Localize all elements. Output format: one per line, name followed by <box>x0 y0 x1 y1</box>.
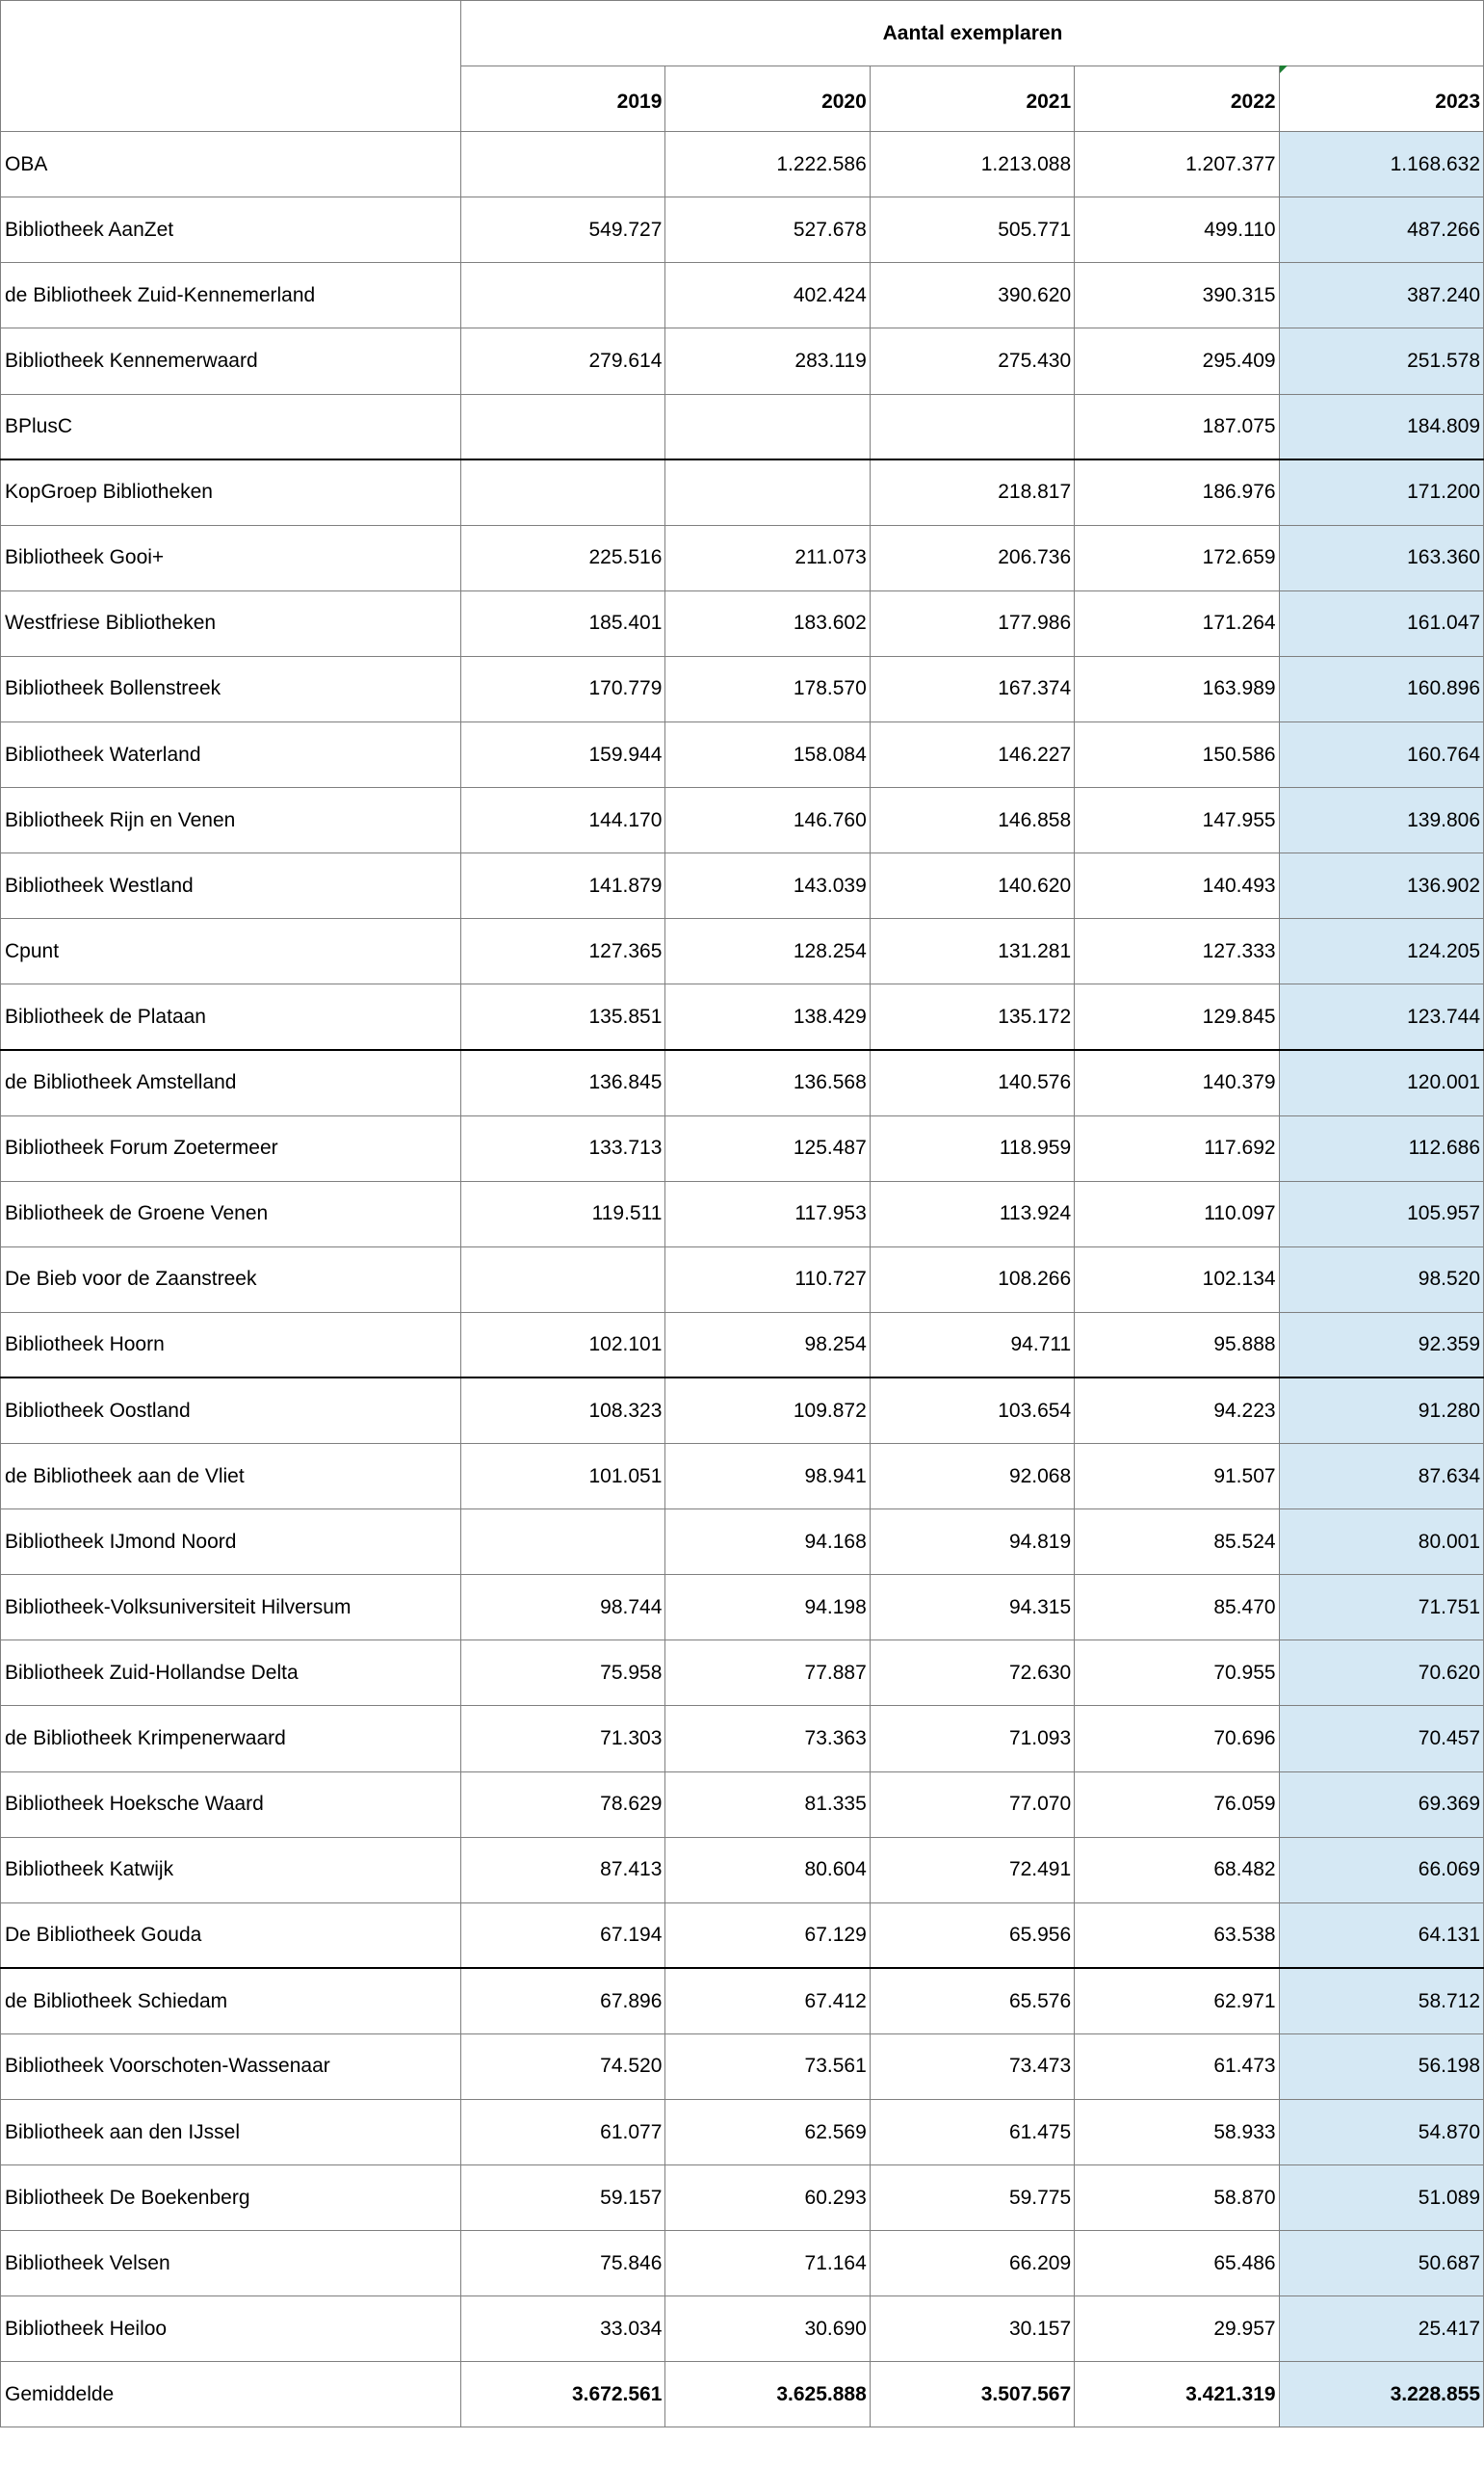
value-cell-2022: 58.933 <box>1075 2100 1279 2165</box>
value-cell-2023: 92.359 <box>1279 1312 1483 1377</box>
table-row <box>1 656 1484 721</box>
value-cell-2020: 402.424 <box>665 263 870 328</box>
library-name: Cpunt <box>1 919 461 984</box>
value-cell-2023: 184.809 <box>1279 394 1483 459</box>
value-cell-2021: 146.858 <box>870 788 1074 853</box>
value-cell-2021: 118.959 <box>870 1115 1074 1181</box>
value-cell-2020: 138.429 <box>665 984 870 1050</box>
year-header-2019: 2019 <box>461 66 665 132</box>
value-cell-2022: 95.888 <box>1075 1312 1279 1377</box>
value-cell-2020: 80.604 <box>665 1837 870 1902</box>
value-cell-2023: 160.764 <box>1279 722 1483 788</box>
value-cell-2020 <box>665 394 870 459</box>
value-cell-2023: 91.280 <box>1279 1377 1483 1443</box>
value-cell-2022: 117.692 <box>1075 1115 1279 1181</box>
table-row <box>1 525 1484 590</box>
value-cell-2023: 64.131 <box>1279 1902 1483 1968</box>
library-name: De Bieb voor de Zaanstreek <box>1 1246 461 1312</box>
value-cell-2022: 63.538 <box>1075 1902 1279 1968</box>
title-row <box>1 1 1484 66</box>
value-cell-2019: 185.401 <box>461 590 665 656</box>
total-value-2023: 3.228.855 <box>1279 2362 1483 2427</box>
value-cell-2020: 109.872 <box>665 1377 870 1443</box>
value-cell-2019: 75.958 <box>461 1640 665 1706</box>
table-row <box>1 1444 1484 1509</box>
table-row <box>1 1050 1484 1115</box>
value-cell-2023: 123.744 <box>1279 984 1483 1050</box>
value-cell-2023: 87.634 <box>1279 1444 1483 1509</box>
total-value-2022: 3.421.319 <box>1075 2362 1279 2427</box>
value-cell-2022: 140.493 <box>1075 853 1279 919</box>
value-cell-2022: 68.482 <box>1075 1837 1279 1902</box>
value-cell-2019: 67.896 <box>461 1968 665 2033</box>
value-cell-2023: 1.168.632 <box>1279 132 1483 197</box>
value-cell-2021: 167.374 <box>870 656 1074 721</box>
value-cell-2020: 527.678 <box>665 197 870 263</box>
library-name: KopGroep Bibliotheken <box>1 459 461 525</box>
value-cell-2020: 128.254 <box>665 919 870 984</box>
value-cell-2019 <box>461 263 665 328</box>
value-cell-2023: 487.266 <box>1279 197 1483 263</box>
value-cell-2019: 279.614 <box>461 328 665 394</box>
table-title: Aantal exemplaren <box>461 1 1484 66</box>
library-name: de Bibliotheek aan de Vliet <box>1 1444 461 1509</box>
table-row <box>1 2033 1484 2099</box>
library-name: Bibliotheek Bollenstreek <box>1 656 461 721</box>
library-name: Bibliotheek Velsen <box>1 2231 461 2296</box>
value-cell-2022: 65.486 <box>1075 2231 1279 2296</box>
value-cell-2021: 206.736 <box>870 525 1074 590</box>
table-row <box>1 1575 1484 1640</box>
library-name: Bibliotheek AanZet <box>1 197 461 263</box>
value-cell-2019: 71.303 <box>461 1706 665 1771</box>
library-name: Bibliotheek Waterland <box>1 722 461 788</box>
value-cell-2020: 146.760 <box>665 788 870 853</box>
library-name: Bibliotheek De Boekenberg <box>1 2165 461 2231</box>
cell-comment-marker <box>1280 66 1288 73</box>
table-row <box>1 1377 1484 1443</box>
value-cell-2023: 160.896 <box>1279 656 1483 721</box>
value-cell-2019: 133.713 <box>461 1115 665 1181</box>
value-cell-2022: 499.110 <box>1075 197 1279 263</box>
table-row <box>1 919 1484 984</box>
value-cell-2023: 58.712 <box>1279 1968 1483 2033</box>
value-cell-2022: 110.097 <box>1075 1181 1279 1246</box>
value-cell-2021: 94.315 <box>870 1575 1074 1640</box>
value-cell-2020: 94.168 <box>665 1509 870 1575</box>
value-cell-2019: 75.846 <box>461 2231 665 2296</box>
value-cell-2021: 65.576 <box>870 1968 1074 2033</box>
value-cell-2021: 108.266 <box>870 1246 1074 1312</box>
table-row <box>1 132 1484 197</box>
table-row <box>1 328 1484 394</box>
library-name: Bibliotheek Forum Zoetermeer <box>1 1115 461 1181</box>
value-cell-2019: 78.629 <box>461 1771 665 1837</box>
value-cell-2019: 108.323 <box>461 1377 665 1443</box>
library-name: Bibliotheek Rijn en Venen <box>1 788 461 853</box>
library-name: Bibliotheek de Groene Venen <box>1 1181 461 1246</box>
value-cell-2019: 87.413 <box>461 1837 665 1902</box>
table-row <box>1 1640 1484 1706</box>
value-cell-2020: 117.953 <box>665 1181 870 1246</box>
value-cell-2021: 131.281 <box>870 919 1074 984</box>
value-cell-2020: 283.119 <box>665 328 870 394</box>
value-cell-2023: 98.520 <box>1279 1246 1483 1312</box>
table-row <box>1 1509 1484 1575</box>
value-cell-2020: 178.570 <box>665 656 870 721</box>
value-cell-2023: 171.200 <box>1279 459 1483 525</box>
value-cell-2021: 275.430 <box>870 328 1074 394</box>
table-row <box>1 1115 1484 1181</box>
library-name: Bibliotheek IJmond Noord <box>1 1509 461 1575</box>
value-cell-2021: 66.209 <box>870 2231 1074 2296</box>
library-name: Bibliotheek Zuid-Hollandse Delta <box>1 1640 461 1706</box>
library-name: Bibliotheek Katwijk <box>1 1837 461 1902</box>
value-cell-2022: 147.955 <box>1075 788 1279 853</box>
value-cell-2021: 103.654 <box>870 1377 1074 1443</box>
value-cell-2021: 65.956 <box>870 1902 1074 1968</box>
value-cell-2022: 70.955 <box>1075 1640 1279 1706</box>
value-cell-2019: 170.779 <box>461 656 665 721</box>
value-cell-2023: 69.369 <box>1279 1771 1483 1837</box>
total-row <box>1 2362 1484 2427</box>
value-cell-2022: 29.957 <box>1075 2296 1279 2362</box>
table-row <box>1 590 1484 656</box>
value-cell-2021: 113.924 <box>870 1181 1074 1246</box>
library-name: BPlusC <box>1 394 461 459</box>
value-cell-2022: 76.059 <box>1075 1771 1279 1837</box>
value-cell-2022: 129.845 <box>1075 984 1279 1050</box>
library-name: de Bibliotheek Zuid-Kennemerland <box>1 263 461 328</box>
value-cell-2023: 80.001 <box>1279 1509 1483 1575</box>
value-cell-2023: 66.069 <box>1279 1837 1483 1902</box>
value-cell-2020 <box>665 459 870 525</box>
value-cell-2023: 251.578 <box>1279 328 1483 394</box>
value-cell-2019: 33.034 <box>461 2296 665 2362</box>
table-row <box>1 394 1484 459</box>
value-cell-2023: 70.457 <box>1279 1706 1483 1771</box>
value-cell-2022: 150.586 <box>1075 722 1279 788</box>
value-cell-2022: 85.470 <box>1075 1575 1279 1640</box>
value-cell-2023: 163.360 <box>1279 525 1483 590</box>
value-cell-2020: 60.293 <box>665 2165 870 2231</box>
value-cell-2020: 125.487 <box>665 1115 870 1181</box>
table-row <box>1 788 1484 853</box>
table-row <box>1 722 1484 788</box>
library-name: OBA <box>1 132 461 197</box>
value-cell-2019: 136.845 <box>461 1050 665 1115</box>
value-cell-2019: 144.170 <box>461 788 665 853</box>
value-cell-2023: 136.902 <box>1279 853 1483 919</box>
value-cell-2021: 218.817 <box>870 459 1074 525</box>
value-cell-2019: 549.727 <box>461 197 665 263</box>
table-row <box>1 1771 1484 1837</box>
value-cell-2023: 50.687 <box>1279 2231 1483 2296</box>
library-name: Bibliotheek Hoorn <box>1 1312 461 1377</box>
table-row <box>1 459 1484 525</box>
value-cell-2021: 1.213.088 <box>870 132 1074 197</box>
value-cell-2022: 295.409 <box>1075 328 1279 394</box>
value-cell-2022: 163.989 <box>1075 656 1279 721</box>
value-cell-2023: 124.205 <box>1279 919 1483 984</box>
value-cell-2021: 77.070 <box>870 1771 1074 1837</box>
table-row <box>1 2231 1484 2296</box>
value-cell-2019: 225.516 <box>461 525 665 590</box>
value-cell-2023: 387.240 <box>1279 263 1483 328</box>
value-cell-2019 <box>461 132 665 197</box>
table-row <box>1 2165 1484 2231</box>
total-value-2019: 3.672.561 <box>461 2362 665 2427</box>
value-cell-2020: 73.363 <box>665 1706 870 1771</box>
table-row <box>1 1706 1484 1771</box>
value-cell-2020: 98.941 <box>665 1444 870 1509</box>
value-cell-2023: 105.957 <box>1279 1181 1483 1246</box>
value-cell-2020: 67.129 <box>665 1902 870 1968</box>
value-cell-2021 <box>870 394 1074 459</box>
year-header-2022: 2022 <box>1075 66 1279 132</box>
total-label: Gemiddelde <box>1 2362 461 2427</box>
value-cell-2020: 183.602 <box>665 590 870 656</box>
value-cell-2021: 146.227 <box>870 722 1074 788</box>
value-cell-2020: 62.569 <box>665 2100 870 2165</box>
library-name: Bibliotheek Voorschoten-Wassenaar <box>1 2033 461 2099</box>
value-cell-2022: 102.134 <box>1075 1246 1279 1312</box>
value-cell-2019: 135.851 <box>461 984 665 1050</box>
library-name: Bibliotheek Oostland <box>1 1377 461 1443</box>
value-cell-2023: 161.047 <box>1279 590 1483 656</box>
value-cell-2019 <box>461 459 665 525</box>
value-cell-2023: 70.620 <box>1279 1640 1483 1706</box>
value-cell-2020: 81.335 <box>665 1771 870 1837</box>
value-cell-2019: 127.365 <box>461 919 665 984</box>
library-name: De Bibliotheek Gouda <box>1 1902 461 1968</box>
value-cell-2019: 67.194 <box>461 1902 665 1968</box>
value-cell-2022: 186.976 <box>1075 459 1279 525</box>
table-body <box>1 132 1484 2362</box>
value-cell-2021: 135.172 <box>870 984 1074 1050</box>
value-cell-2021: 73.473 <box>870 2033 1074 2099</box>
table-row <box>1 2296 1484 2362</box>
year-header-2020: 2020 <box>665 66 870 132</box>
value-cell-2021: 71.093 <box>870 1706 1074 1771</box>
value-cell-2019: 141.879 <box>461 853 665 919</box>
value-cell-2022: 94.223 <box>1075 1377 1279 1443</box>
library-name: Bibliotheek Hoeksche Waard <box>1 1771 461 1837</box>
total-value-2021: 3.507.567 <box>870 2362 1074 2427</box>
value-cell-2021: 72.630 <box>870 1640 1074 1706</box>
value-cell-2023: 71.751 <box>1279 1575 1483 1640</box>
value-cell-2020: 98.254 <box>665 1312 870 1377</box>
value-cell-2020: 211.073 <box>665 525 870 590</box>
value-cell-2022: 390.315 <box>1075 263 1279 328</box>
table-row <box>1 263 1484 328</box>
value-cell-2022: 62.971 <box>1075 1968 1279 2033</box>
library-name: Bibliotheek Kennemerwaard <box>1 328 461 394</box>
value-cell-2020: 143.039 <box>665 853 870 919</box>
value-cell-2019 <box>461 1246 665 1312</box>
value-cell-2023: 112.686 <box>1279 1115 1483 1181</box>
table-row <box>1 1837 1484 1902</box>
table-row <box>1 197 1484 263</box>
value-cell-2022: 140.379 <box>1075 1050 1279 1115</box>
value-cell-2019 <box>461 394 665 459</box>
library-name: de Bibliotheek Krimpenerwaard <box>1 1706 461 1771</box>
value-cell-2019: 59.157 <box>461 2165 665 2231</box>
year-header-2023: 2023 <box>1279 66 1483 132</box>
value-cell-2022: 171.264 <box>1075 590 1279 656</box>
table-row <box>1 984 1484 1050</box>
value-cell-2021: 94.819 <box>870 1509 1074 1575</box>
value-cell-2020: 30.690 <box>665 2296 870 2362</box>
year-header-2021: 2021 <box>870 66 1074 132</box>
table-row <box>1 1902 1484 1968</box>
value-cell-2019: 74.520 <box>461 2033 665 2099</box>
value-cell-2023: 120.001 <box>1279 1050 1483 1115</box>
value-cell-2022: 187.075 <box>1075 394 1279 459</box>
library-name: Bibliotheek-Volksuniversiteit Hilversum <box>1 1575 461 1640</box>
value-cell-2020: 1.222.586 <box>665 132 870 197</box>
library-name: de Bibliotheek Schiedam <box>1 1968 461 2033</box>
value-cell-2022: 85.524 <box>1075 1509 1279 1575</box>
value-cell-2023: 56.198 <box>1279 2033 1483 2099</box>
value-cell-2023: 51.089 <box>1279 2165 1483 2231</box>
value-cell-2019: 119.511 <box>461 1181 665 1246</box>
value-cell-2020: 158.084 <box>665 722 870 788</box>
library-name: Bibliotheek Heiloo <box>1 2296 461 2362</box>
library-name: de Bibliotheek Amstelland <box>1 1050 461 1115</box>
value-cell-2021: 92.068 <box>870 1444 1074 1509</box>
value-cell-2022: 61.473 <box>1075 2033 1279 2099</box>
value-cell-2021: 72.491 <box>870 1837 1074 1902</box>
header-corner-cell <box>1 1 461 132</box>
value-cell-2021: 505.771 <box>870 197 1074 263</box>
value-cell-2021: 61.475 <box>870 2100 1074 2165</box>
library-name: Bibliotheek Westland <box>1 853 461 919</box>
value-cell-2020: 77.887 <box>665 1640 870 1706</box>
value-cell-2019: 98.744 <box>461 1575 665 1640</box>
table-row <box>1 1312 1484 1377</box>
value-cell-2022: 91.507 <box>1075 1444 1279 1509</box>
value-cell-2021: 140.576 <box>870 1050 1074 1115</box>
value-cell-2021: 177.986 <box>870 590 1074 656</box>
value-cell-2022: 127.333 <box>1075 919 1279 984</box>
library-name: Bibliotheek de Plataan <box>1 984 461 1050</box>
value-cell-2022: 1.207.377 <box>1075 132 1279 197</box>
value-cell-2019: 159.944 <box>461 722 665 788</box>
value-cell-2019: 102.101 <box>461 1312 665 1377</box>
value-cell-2022: 172.659 <box>1075 525 1279 590</box>
value-cell-2022: 58.870 <box>1075 2165 1279 2231</box>
value-cell-2023: 139.806 <box>1279 788 1483 853</box>
table-row <box>1 1181 1484 1246</box>
value-cell-2020: 94.198 <box>665 1575 870 1640</box>
value-cell-2021: 390.620 <box>870 263 1074 328</box>
value-cell-2021: 30.157 <box>870 2296 1074 2362</box>
value-cell-2020: 67.412 <box>665 1968 870 2033</box>
table-row <box>1 2100 1484 2165</box>
value-cell-2021: 59.775 <box>870 2165 1074 2231</box>
table-row <box>1 853 1484 919</box>
value-cell-2019 <box>461 1509 665 1575</box>
total-value-2020: 3.625.888 <box>665 2362 870 2427</box>
value-cell-2021: 140.620 <box>870 853 1074 919</box>
table-row <box>1 1246 1484 1312</box>
value-cell-2020: 136.568 <box>665 1050 870 1115</box>
value-cell-2019: 61.077 <box>461 2100 665 2165</box>
value-cell-2020: 71.164 <box>665 2231 870 2296</box>
value-cell-2021: 94.711 <box>870 1312 1074 1377</box>
value-cell-2019: 101.051 <box>461 1444 665 1509</box>
value-cell-2020: 110.727 <box>665 1246 870 1312</box>
library-name: Westfriese Bibliotheken <box>1 590 461 656</box>
library-name: Bibliotheek Gooi+ <box>1 525 461 590</box>
value-cell-2023: 54.870 <box>1279 2100 1483 2165</box>
value-cell-2020: 73.561 <box>665 2033 870 2099</box>
value-cell-2023: 25.417 <box>1279 2296 1483 2362</box>
table-row <box>1 1968 1484 2033</box>
value-cell-2022: 70.696 <box>1075 1706 1279 1771</box>
library-name: Bibliotheek aan den IJssel <box>1 2100 461 2165</box>
